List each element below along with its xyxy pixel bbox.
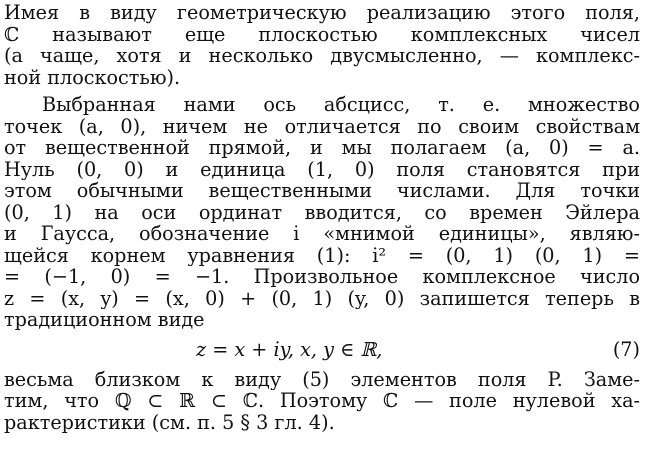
text-line: ℂ называют еще плоскостью комплексных чисел [4, 23, 640, 45]
text-line: z = (x, y) = (x, 0) + (0, 1) (y, 0) запишется теперь в [4, 287, 640, 309]
text-line: (0, 1) на оси ординат вводится, со времен Эйлера [4, 201, 640, 223]
text-line: точек (a, 0), ничем не отличается по своим свойствам [4, 115, 640, 137]
text-line: и Гаусса, обозначение i «мнимой единицы», являю- [4, 223, 640, 245]
text-line: рактеристики (см. п. 5 § 3 гл. 4). [4, 411, 335, 433]
text-line: = (−1, 0) = −1. Произвольное комплексное число [4, 266, 640, 288]
equation-7 [4, 335, 640, 365]
text-line: (а чаще, хотя и несколько двусмысленно, — комплекс- [4, 45, 640, 67]
text-line: традиционном виде [4, 309, 205, 331]
equation-formula: z = x + iy, x, y ∈ ℝ, [196, 337, 383, 361]
text-line: Имея в виду геометрическую реализацию этого поля, [4, 2, 640, 24]
text-line: Выбранная нами ось абсцисс, т. е. множество [42, 94, 640, 116]
equation-number: (7) [612, 337, 640, 361]
text-line: тим, что ℚ ⊂ ℝ ⊂ ℂ. Поэтому ℂ — поле нулевой ха- [4, 390, 640, 412]
text-line: от вещественной прямой, и мы полагаем (a, 0) = a. [4, 137, 640, 159]
paragraph-1 [4, 2, 640, 88]
text-line: ной плоскостью). [4, 66, 181, 88]
text-line: этом обычными вещественными числами. Для точки [4, 180, 640, 202]
text-line: Нуль (0, 0) и единица (1, 0) поля становятся при [4, 158, 640, 180]
book-page [4, 2, 640, 433]
text-line: щейся корнем уравнения (1): i² = (0, 1) (0, 1) = [4, 244, 640, 266]
text-line: весьма близком к виду (5) элементов поля P. Заме- [4, 368, 640, 390]
paragraph-2 [4, 94, 640, 331]
paragraph-3 [4, 369, 640, 434]
